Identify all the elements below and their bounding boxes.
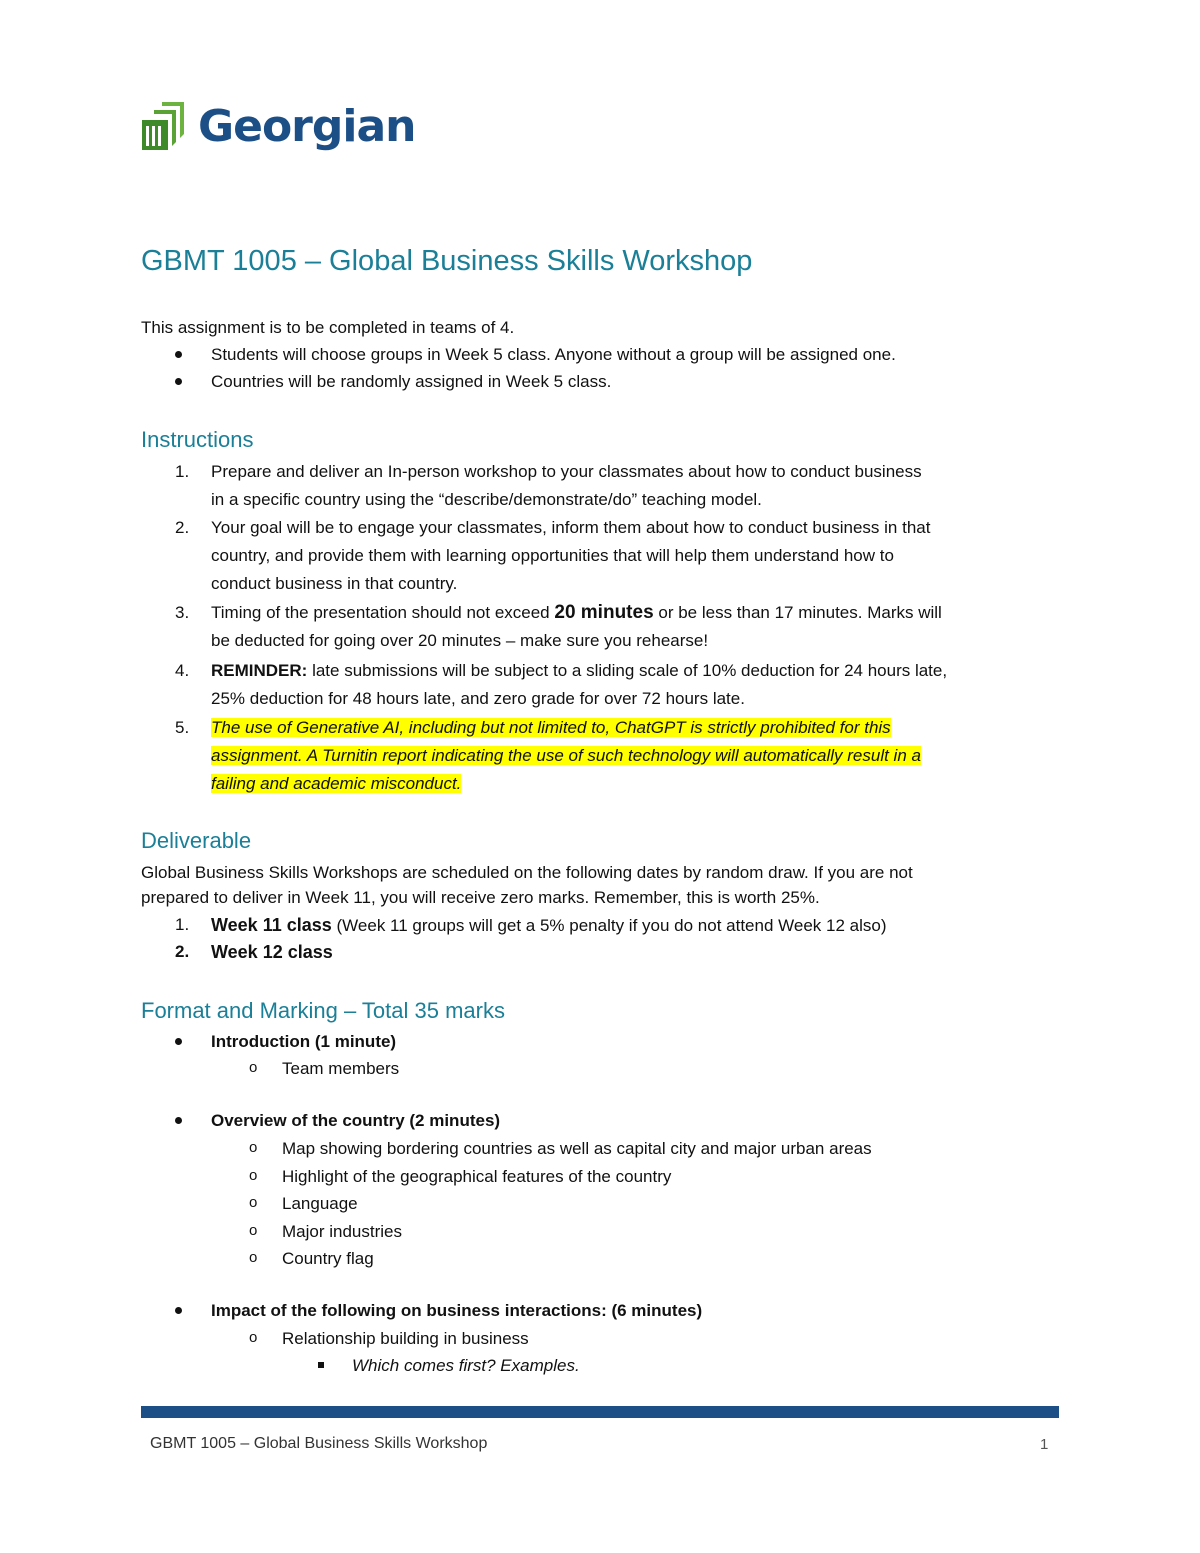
bullet-icon (175, 351, 182, 358)
instruction-2-line-1: Your goal will be to engage your classmates, inform them about how to conduct business in that (211, 518, 931, 537)
ai-warning-line-3 (211, 770, 461, 798)
instruction-2-line-2: country, and provide them with learning opportunities that will help them understand how to (211, 546, 894, 565)
format-sub-sub-item: Which comes first? Examples. (352, 1356, 580, 1375)
list-number: 3. (175, 603, 190, 622)
georgian-logo (140, 98, 415, 156)
circle-bullet-icon: o (249, 1222, 258, 1239)
format-heading: Format and Marking – Total 35 marks (141, 998, 505, 1023)
deliverable-item-1 (211, 911, 887, 940)
circle-bullet-icon: o (249, 1167, 258, 1184)
instruction-1-line-2: in a specific country using the “describe/demonstrate/do” teaching model. (211, 490, 762, 509)
instruction-1-line-1: Prepare and deliver an In-person workshop to your classmates about how to conduct business (211, 462, 922, 481)
deliverable-item-1-post: (Week 11 groups will get a 5% penalty if you do not attend Week 12 also) (331, 916, 887, 935)
bullet-icon (175, 1307, 182, 1314)
square-bullet-icon (318, 1362, 324, 1368)
instruction-2-line-3: conduct business in that country. (211, 574, 458, 593)
deliverable-item-2-bold: Week 12 class (211, 942, 333, 962)
format-sub-item: Team members (282, 1059, 400, 1078)
ai-warning-highlight: assignment. A Turnitin report indicating the use of such technology will automatically result in a (211, 746, 921, 765)
instruction-4-post: late submissions will be subject to a sliding scale of 10% deduction for 24 hours late, (307, 661, 948, 680)
format-sub-item: Highlight of the geographical features of the country (282, 1167, 672, 1186)
instructions-heading: Instructions (141, 427, 254, 452)
intro-bullet-2: Countries will be randomly assigned in Week 5 class. (211, 372, 612, 391)
georgian-logo-icon (140, 98, 192, 156)
footer-bar (141, 1406, 1059, 1418)
section-title-bold: Overview of the country (2 minutes) (211, 1111, 501, 1130)
circle-bullet-icon: o (249, 1249, 258, 1266)
ai-warning-line-2 (211, 742, 921, 770)
instruction-3-line-1 (211, 599, 942, 627)
format-section-3-title (211, 1297, 702, 1325)
deliverable-text-line-1: Global Business Skills Workshops are scheduled on the following dates by random draw. If you are not (141, 863, 913, 882)
format-sub-item: Relationship building in business (282, 1329, 529, 1348)
ai-warning-line-1 (211, 714, 891, 742)
deliverable-item-1-bold: Week 11 class (211, 915, 332, 935)
instruction-3-bold: 20 minutes (554, 602, 654, 623)
instruction-4-line-2: 25% deduction for 48 hours late, and zero grade for over 72 hours late. (211, 689, 745, 708)
list-number: 1. (175, 462, 190, 481)
bullet-icon (175, 1038, 182, 1045)
format-sub-item: Map showing bordering countries as well as capital city and major urban areas (282, 1139, 872, 1158)
ai-warning-highlight: The use of Generative AI, including but not limited to, ChatGPT is strictly prohibited for this (211, 718, 891, 737)
circle-bullet-icon: o (249, 1194, 258, 1211)
instruction-3-post: or be less than 17 minutes. Marks will (653, 603, 942, 622)
list-number: 2. (175, 518, 190, 537)
footer-title: GBMT 1005 – Global Business Skills Workshop (150, 1435, 488, 1452)
circle-bullet-icon: o (249, 1139, 258, 1156)
deliverable-text-line-2: prepared to deliver in Week 11, you will receive zero marks. Remember, this is worth 25%. (141, 888, 820, 907)
instruction-4-bold: REMINDER: (211, 661, 308, 680)
list-number: 1. (175, 915, 190, 934)
list-number: 5. (175, 718, 190, 737)
list-number: 4. (175, 661, 190, 680)
list-number: 2. (175, 942, 190, 961)
circle-bullet-icon: o (249, 1329, 258, 1346)
circle-bullet-icon: o (249, 1059, 258, 1076)
instruction-3-pre: Timing of the presentation should not exceed (211, 603, 555, 622)
format-section-1-title (211, 1028, 396, 1056)
instruction-3-line-2: be deducted for going over 20 minutes – make sure you rehearse! (211, 631, 709, 650)
instruction-4-line-1 (211, 657, 947, 685)
page-number: 1 (1040, 1436, 1049, 1453)
section-title-bold: Introduction (1 minute) (211, 1032, 397, 1051)
format-sub-item: Country flag (282, 1249, 374, 1268)
format-sub-item: Major industries (282, 1222, 402, 1241)
deliverable-heading: Deliverable (141, 828, 252, 853)
section-title-bold: Impact of the following on business interactions: (6 minutes) (211, 1301, 703, 1320)
deliverable-item-2 (211, 938, 333, 967)
bullet-icon (175, 378, 182, 385)
logo-text: Georgian (198, 101, 416, 152)
format-sub-item: Language (282, 1194, 358, 1213)
ai-warning-highlight: failing and academic misconduct. (211, 774, 462, 793)
page-title: GBMT 1005 – Global Business Skills Workshop (141, 245, 753, 277)
intro-text: This assignment is to be completed in teams of 4. (141, 318, 515, 337)
bullet-icon (175, 1117, 182, 1124)
format-section-2-title (211, 1107, 500, 1135)
intro-bullet-1: Students will choose groups in Week 5 class. Anyone without a group will be assigned one. (211, 345, 896, 364)
